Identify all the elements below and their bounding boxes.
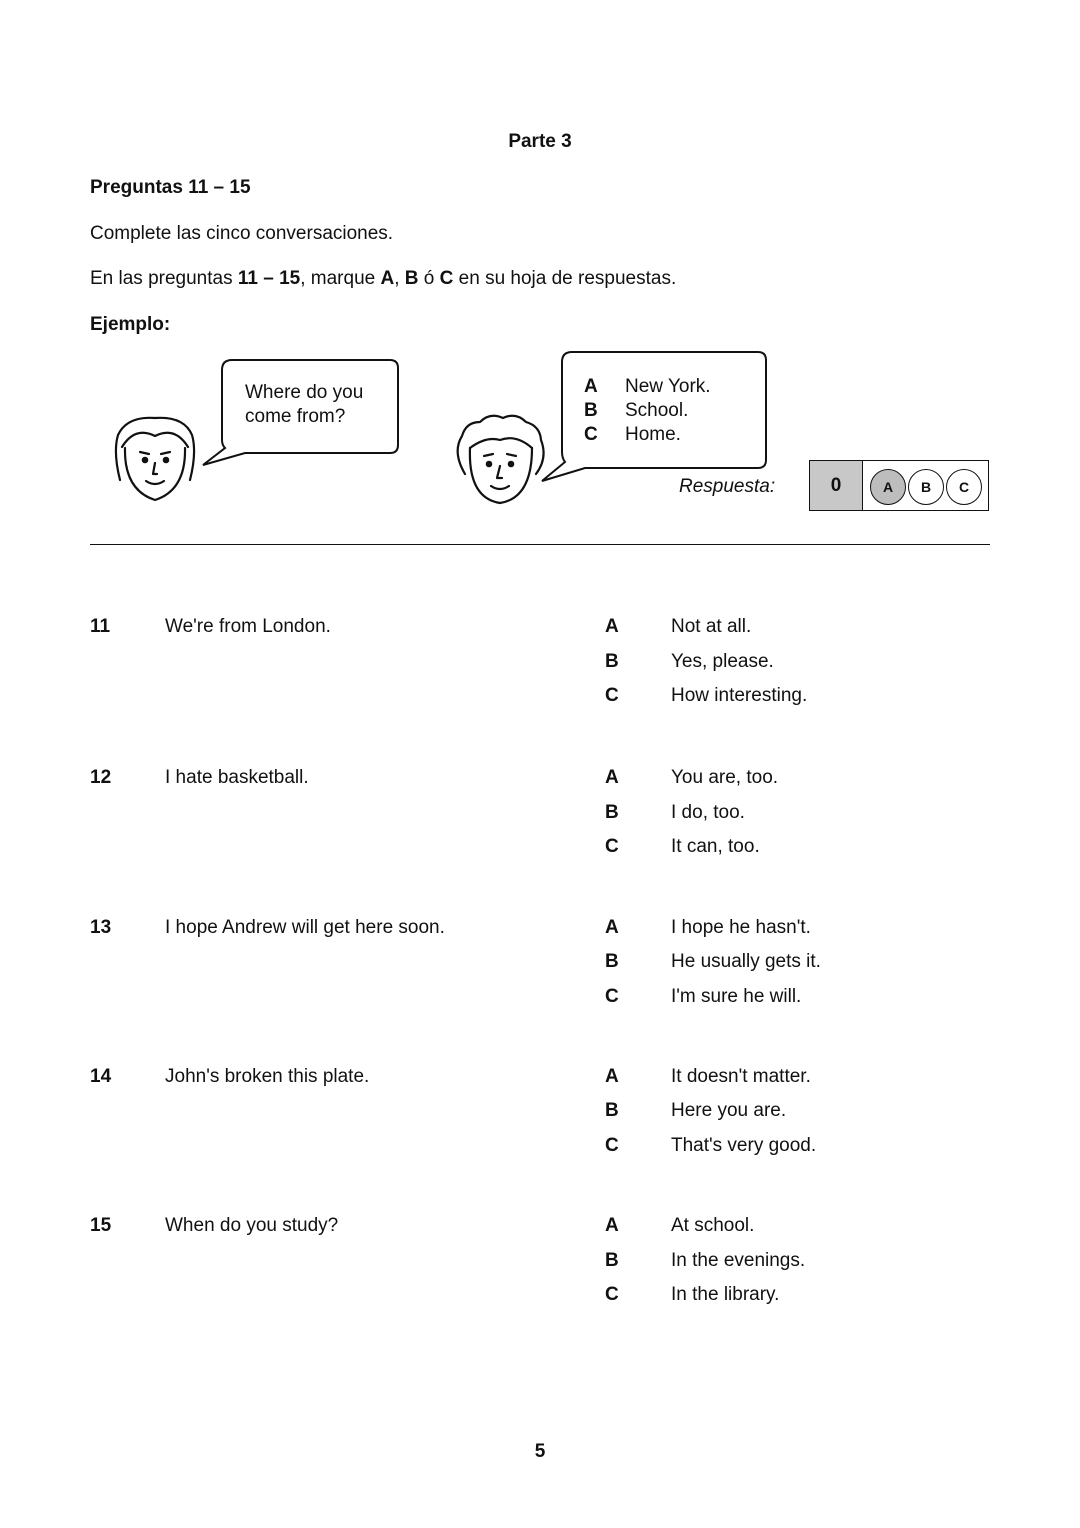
girl-face-icon: [116, 418, 194, 500]
question-text: When do you study?: [165, 1215, 339, 1236]
option-text: I hope he hasn't.: [671, 917, 811, 938]
option-letter: A: [605, 616, 619, 637]
answer-label: Respuesta:: [679, 476, 776, 497]
option-text: I do, too.: [671, 802, 745, 823]
option-text: It doesn't matter.: [671, 1066, 811, 1087]
example-options: [584, 375, 711, 447]
option-text: Not at all.: [671, 616, 752, 637]
example-label: Ejemplo:: [90, 314, 171, 335]
answer-choice-a: A: [870, 469, 906, 505]
option-text: In the library.: [671, 1284, 780, 1305]
option-text: Yes, please.: [671, 651, 774, 672]
option-text: That's very good.: [671, 1135, 817, 1156]
page-number: 5: [534, 1441, 546, 1462]
example-option-text: Home.: [625, 424, 681, 445]
option-letter: A: [605, 1066, 619, 1087]
option-letter: B: [605, 802, 619, 823]
question-number: 13: [90, 917, 112, 938]
option-letter: A: [605, 917, 619, 938]
question-number: 15: [90, 1215, 112, 1236]
answer-choice-b: B: [908, 469, 944, 505]
instruction-1: Complete las cinco conversaciones.: [90, 223, 394, 244]
example-prompt: [245, 381, 363, 429]
section-divider: [90, 544, 990, 545]
example-option-text: New York.: [625, 376, 711, 397]
question-text: I hate basketball.: [165, 767, 309, 788]
option-letter: C: [605, 685, 619, 706]
instruction-2: En las preguntas 11 – 15, marque A, B ó C en su hoja de respuestas.: [90, 268, 677, 289]
example-option-text: School.: [625, 400, 689, 421]
answer-choice-c: C: [946, 469, 982, 505]
option-text: Here you are.: [671, 1100, 787, 1121]
question-number: 11: [90, 616, 111, 637]
example-option: [584, 423, 711, 447]
question-text: We're from London.: [165, 616, 331, 637]
option-text: At school.: [671, 1215, 755, 1236]
option-letter: B: [605, 1100, 619, 1121]
part-title: Parte 3: [508, 131, 572, 152]
option-text: In the evenings.: [671, 1250, 806, 1271]
answer-number: 0: [810, 461, 863, 510]
example-option-letter: B: [584, 400, 598, 421]
example-prompt-line-1: Where do you: [245, 382, 364, 403]
example-option-letter: A: [584, 376, 598, 397]
example-option: [584, 375, 711, 399]
option-letter: B: [605, 951, 619, 972]
option-text: It can, too.: [671, 836, 760, 857]
question-text: I hope Andrew will get here soon.: [165, 917, 445, 938]
option-text: He usually gets it.: [671, 951, 821, 972]
option-letter: A: [605, 1215, 619, 1236]
question-text: John's broken this plate.: [165, 1066, 370, 1087]
example-prompt-line-2: come from?: [245, 406, 346, 427]
option-letter: C: [605, 1135, 619, 1156]
example-option-letter: C: [584, 424, 598, 445]
example-option: [584, 399, 711, 423]
option-text: How interesting.: [671, 685, 808, 706]
option-letter: C: [605, 1284, 619, 1305]
question-number: 14: [90, 1066, 112, 1087]
option-letter: C: [605, 836, 619, 857]
option-text: I'm sure he will.: [671, 986, 802, 1007]
option-letter: A: [605, 767, 619, 788]
option-letter: C: [605, 986, 619, 1007]
option-letter: B: [605, 1250, 619, 1271]
answer-box: [809, 460, 989, 511]
option-text: You are, too.: [671, 767, 779, 788]
question-number: 12: [90, 767, 112, 788]
question-range: Preguntas 11 – 15: [90, 177, 251, 198]
option-letter: B: [605, 651, 619, 672]
boy-face-icon: [458, 416, 544, 503]
